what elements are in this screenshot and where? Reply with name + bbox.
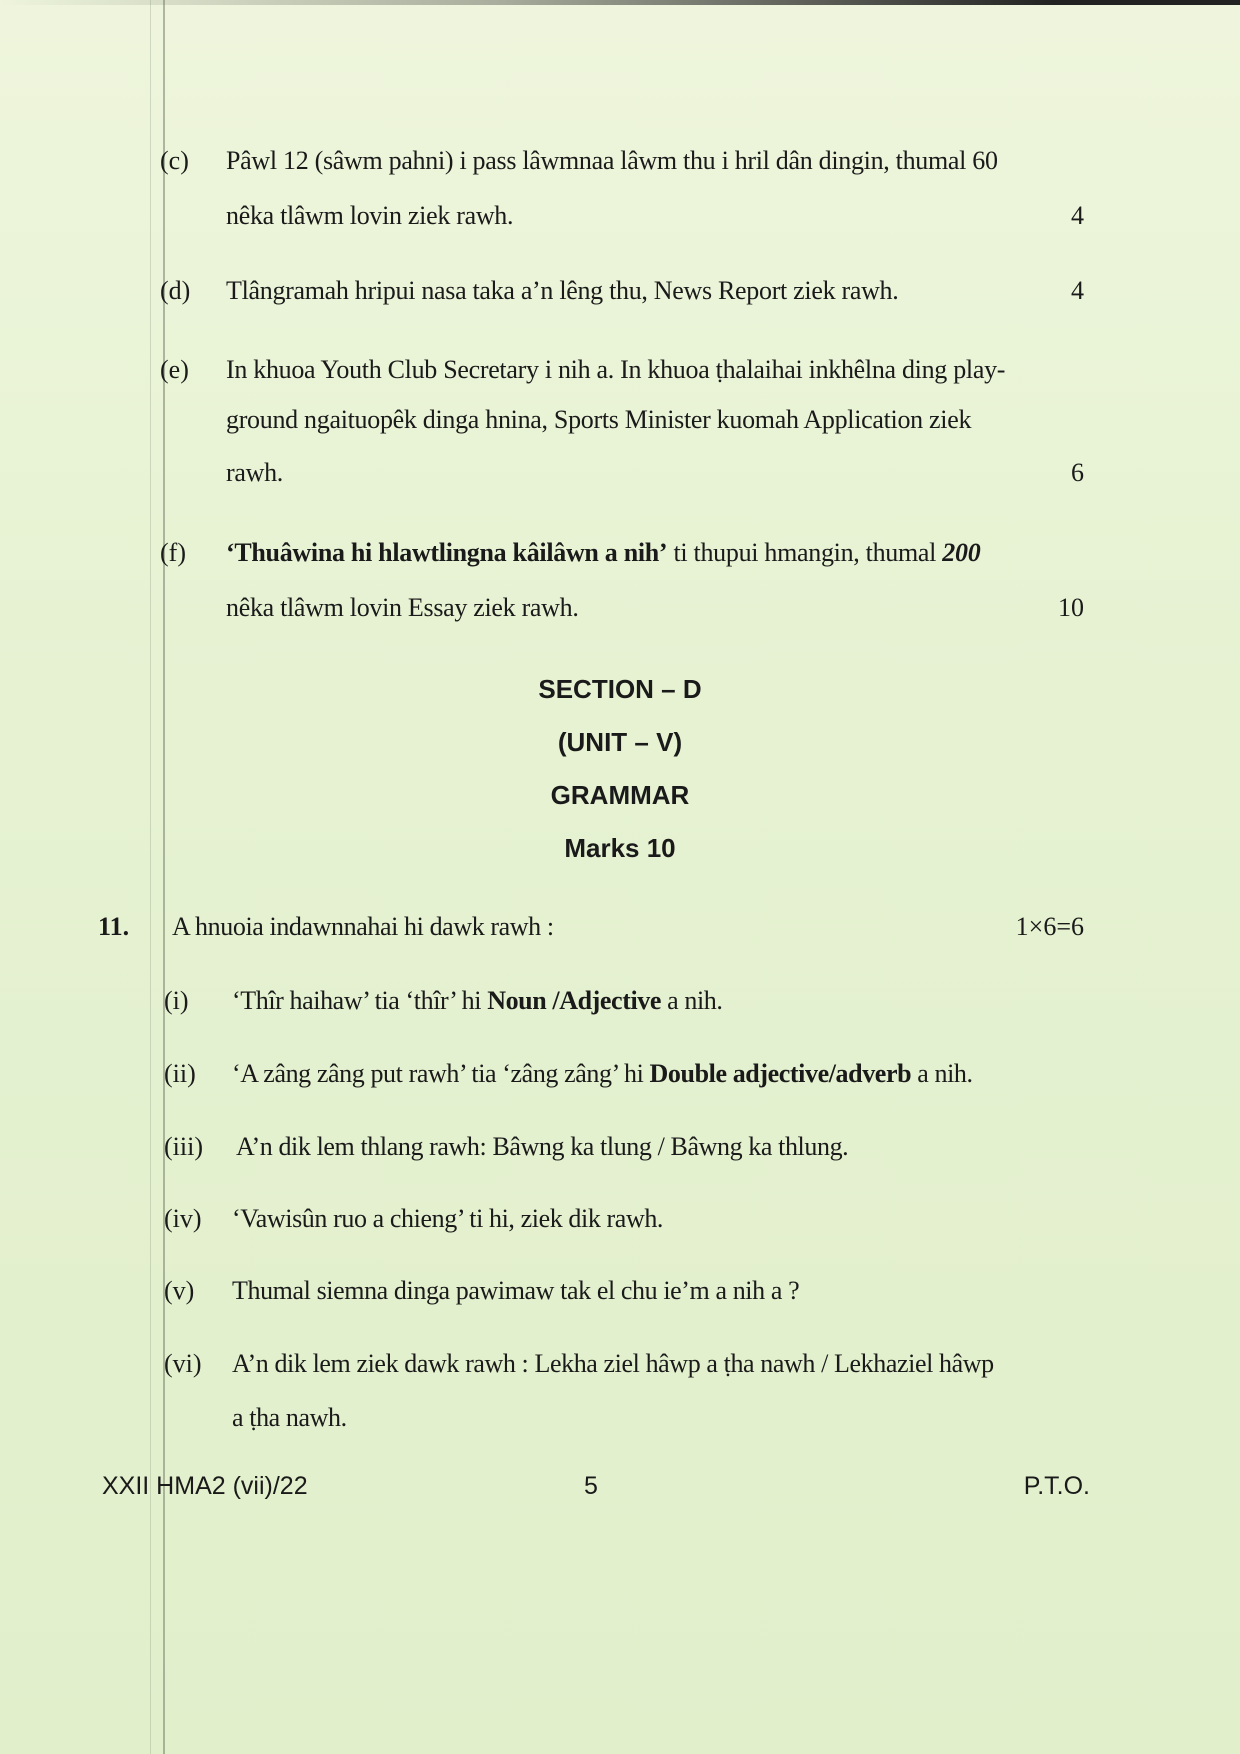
sub-label: (vi) (164, 1349, 202, 1378)
item-marks: 4 (1071, 276, 1084, 305)
item-text-line: ground ngaituopêk dinga hnina, Sports Minister kuomah Application ziek (226, 405, 972, 434)
page-number: 5 (584, 1472, 598, 1500)
item-text-line: In khuoa Youth Club Secretary i nih a. In khuoa ṭhalaihai inkhêlna ding play- (226, 355, 1006, 384)
item-marks: 4 (1071, 201, 1084, 230)
section-unit: (UNIT – V) (557, 727, 683, 757)
paper-code: XXII HMA2 (vii)/22 (102, 1472, 308, 1500)
sub-text: ‘Vawisûn ruo a chieng’ ti hi, ziek dik rawh. (232, 1204, 664, 1233)
item-marks: 10 (1058, 593, 1084, 622)
item-marks: 6 (1071, 458, 1084, 487)
sub-text-emphasis: Double adjective/adverb (649, 1059, 912, 1088)
item-label: (d) (160, 276, 191, 305)
sub-label: (iv) (164, 1204, 202, 1233)
sub-text: A’n dik lem ziek dawk rawh : Lekha ziel hâwp a ṭha nawh / Lekhaziel hâwp (232, 1349, 994, 1378)
sub-label: (i) (164, 986, 189, 1015)
item-text-line: nêka tlâwm lovin ziek rawh. (226, 201, 514, 230)
sub-text: A’n dik lem thlang rawh: Bâwng ka tlung / Bâwng ka thlung. (236, 1132, 849, 1161)
item-text-line: nêka tlâwm lovin Essay ziek rawh. (226, 593, 579, 622)
sub-label: (v) (164, 1276, 195, 1305)
item-text-fragment: ti thupui hmangin, thumal (667, 538, 943, 567)
question-text: A hnuoia indawnnahai hi dawk rawh : (172, 912, 554, 941)
sub-text: a ṭha nawh. (232, 1403, 347, 1432)
sub-text (232, 1059, 973, 1089)
sub-text (232, 986, 723, 1016)
section-name: GRAMMAR (550, 780, 690, 810)
item-text-line: rawh. (226, 458, 283, 487)
question-marks: 1×6=6 (1015, 912, 1084, 941)
sub-label: (ii) (164, 1059, 196, 1088)
sub-text-fragment: ‘A zâng zâng put rawh’ tia ‘zâng zâng’ hi (232, 1059, 650, 1088)
sub-label: (iii) (164, 1132, 203, 1161)
section-marks: Marks 10 (564, 833, 676, 863)
sub-text-fragment: ‘Thîr haihaw’ tia ‘thîr’ hi (232, 986, 488, 1015)
item-label: (f) (160, 538, 186, 567)
item-text-line: Pâwl 12 (sâwm pahni) i pass lâwmnaa lâwm thu i hril dân dingin, thumal 60 (226, 146, 998, 175)
word-count: 200 (942, 538, 981, 567)
sub-text-fragment: a nih. (911, 1059, 973, 1088)
question-number: 11. (98, 912, 130, 941)
scan-top-edge (0, 0, 1240, 5)
pto-label: P.T.O. (1023, 1472, 1090, 1500)
item-label: (e) (160, 355, 189, 384)
section-title: SECTION – D (538, 674, 702, 704)
sub-text-fragment: a nih. (661, 986, 723, 1015)
sub-text-emphasis: Noun /Adjective (487, 986, 662, 1015)
essay-topic: ‘Thuâwina hi hlawtlingna kâilâwn a nih’ (226, 538, 668, 567)
item-label: (c) (160, 146, 189, 175)
item-text-line: Tlângramah hripui nasa taka a’n lêng thu, News Report ziek rawh. (226, 276, 899, 305)
item-text-line (226, 538, 1096, 568)
sub-text: Thumal siemna dinga pawimaw tak el chu ie’m a nih a ? (232, 1276, 800, 1305)
